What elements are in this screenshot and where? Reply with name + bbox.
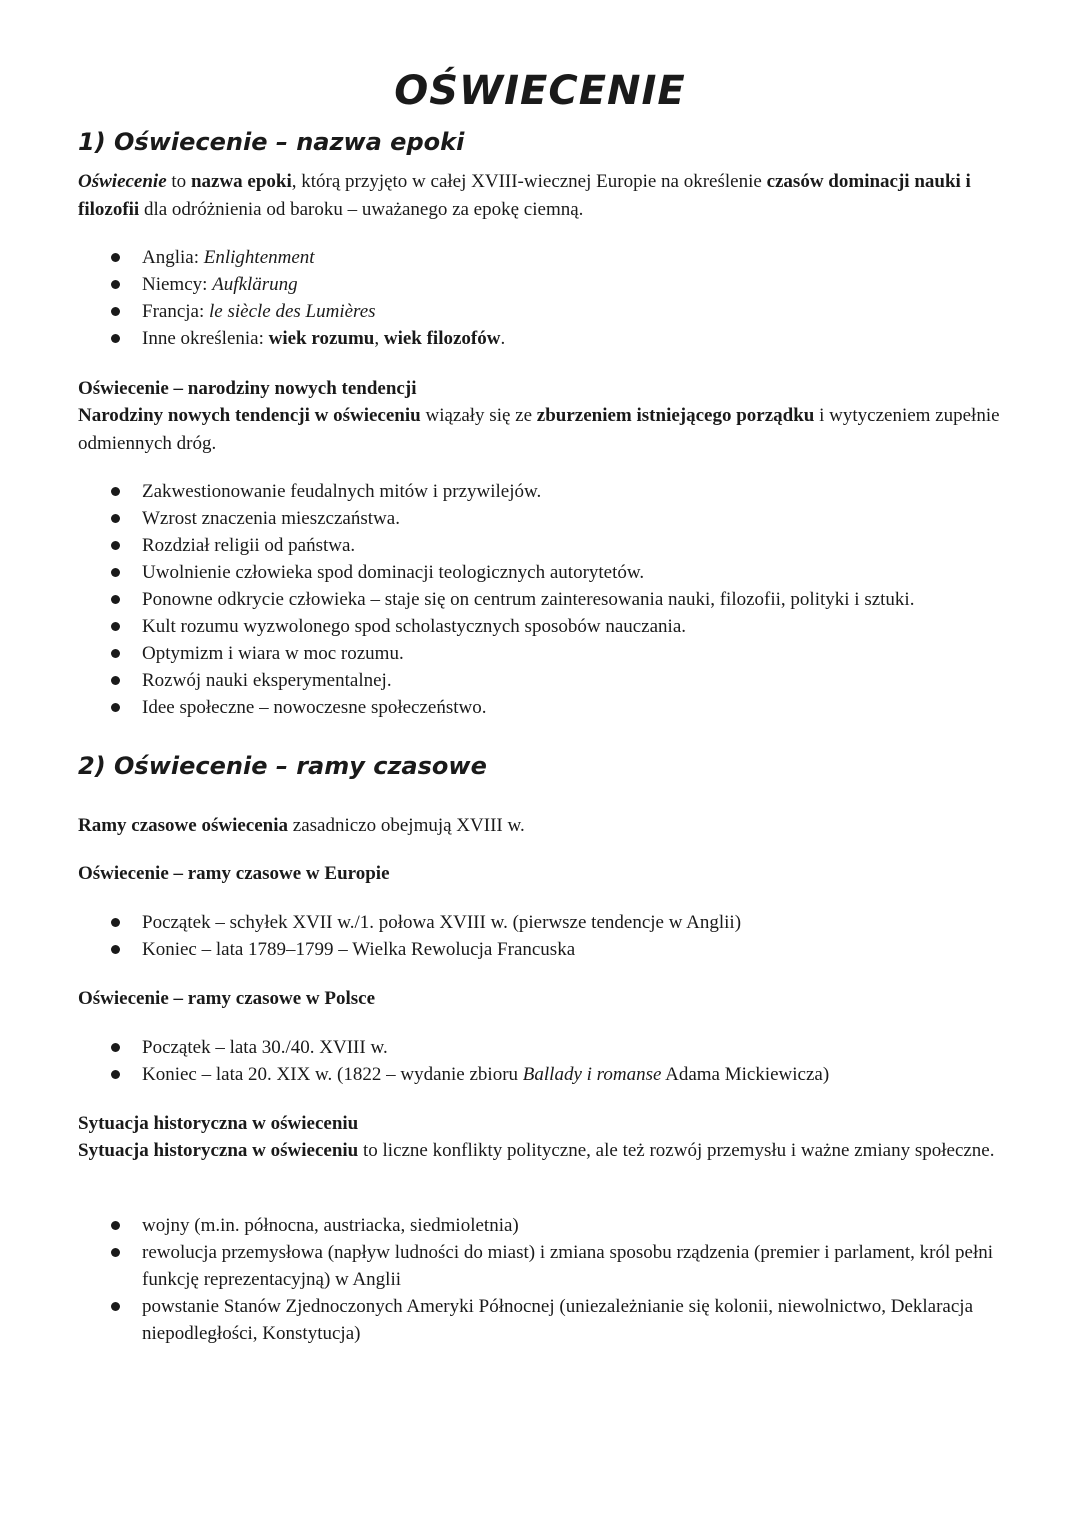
history-heading: Sytuacja historyczna w oświeceniu xyxy=(78,1113,359,1134)
list-item: Uwolnienie człowieka spod dominacji teologicznych autorytetów. xyxy=(0,559,1000,586)
list-item: Koniec – lata 1789–1799 – Wielka Rewolucja Francuska xyxy=(0,936,1000,963)
list-item: powstanie Stanów Zjednoczonych Ameryki Północnej (uniezależnianie się kolonii, niewolnictwo, Deklaracja niepodległości, Konstytucja) xyxy=(0,1293,1000,1347)
list-item: Kult rozumu wyzwolonego spod scholastycznych sposobów nauczania. xyxy=(0,613,1000,640)
list-item: rewolucja przemysłowa (napływ ludności do miast) i zmiana sposobu rządzenia (premier i parlament, król pełni funkcję reprezentacyjną) w Anglii xyxy=(0,1239,1000,1293)
list-item: Zakwestionowanie feudalnych mitów i przywilejów. xyxy=(0,478,1000,505)
list-item: Niemcy: Aufklärung xyxy=(0,271,1000,298)
list-item: Wzrost znaczenia mieszczaństwa. xyxy=(0,505,1000,532)
list-item: Rozwój nauki eksperymentalnej. xyxy=(0,667,1000,694)
list-item: wojny (m.in. północna, austriacka, siedmioletnia) xyxy=(0,1212,1000,1239)
europe-list xyxy=(0,909,1000,963)
document-title: OŚWIECENIE xyxy=(394,68,686,114)
history-intro: Sytuacja historyczna w oświeceniu to liczne konflikty polityczne, ale też rozwój przemysłu i ważne zmiany społeczne. xyxy=(78,1140,995,1161)
list-item: Optymizm i wiara w moc rozumu. xyxy=(0,640,1000,667)
epoch-names-list xyxy=(0,244,1000,352)
list-item: Anglia: Enlightenment xyxy=(0,244,1000,271)
list-item: Rozdział religii od państwa. xyxy=(0,532,1000,559)
history-list xyxy=(0,1212,1000,1347)
poland-list xyxy=(0,1034,1000,1088)
section-2-intro: Ramy czasowe oświecenia zasadniczo obejmują XVIII w. xyxy=(78,815,525,836)
tendencies-intro: Narodziny nowych tendencji w oświeceniu wiązały się ze zburzeniem istniejącego porządku i wytyczeniem zupełnie odmiennych dróg. xyxy=(78,405,1000,454)
europe-heading: Oświecenie – ramy czasowe w Europie xyxy=(78,863,390,884)
section-2-heading: 2) Oświecenie – ramy czasowe xyxy=(78,752,487,780)
list-item: Idee społeczne – nowoczesne społeczeństwo. xyxy=(0,694,1000,721)
list-item: Ponowne odkrycie człowieka – staje się on centrum zainteresowania nauki, filozofii, polityki i sztuki. xyxy=(0,586,1000,613)
poland-heading: Oświecenie – ramy czasowe w Polsce xyxy=(78,988,376,1009)
list-item: Koniec – lata 20. XIX w. (1822 – wydanie zbioru Ballady i romanse Adama Mickiewicza) xyxy=(0,1061,1000,1088)
list-item: Początek – lata 30./40. XVIII w. xyxy=(0,1034,1000,1061)
list-item: Francja: le siècle des Lumières xyxy=(0,298,1000,325)
section-1-heading: 1) Oświecenie – nazwa epoki xyxy=(78,128,465,156)
tendencies-list xyxy=(0,478,1000,721)
section-1-intro: Oświecenie to nazwa epoki, którą przyjęto w całej XVIII-wiecznej Europie na określenie czasów dominacji nauki i filozofii dla odróżnienia od baroku – uważanego za epokę ciemną. xyxy=(78,171,971,220)
tendencies-heading: Oświecenie – narodziny nowych tendencji xyxy=(78,378,417,399)
list-item: Inne określenia: wiek rozumu, wiek filozofów. xyxy=(0,325,1000,352)
list-item: Początek – schyłek XVII w./1. połowa XVIII w. (pierwsze tendencje w Anglii) xyxy=(0,909,1000,936)
